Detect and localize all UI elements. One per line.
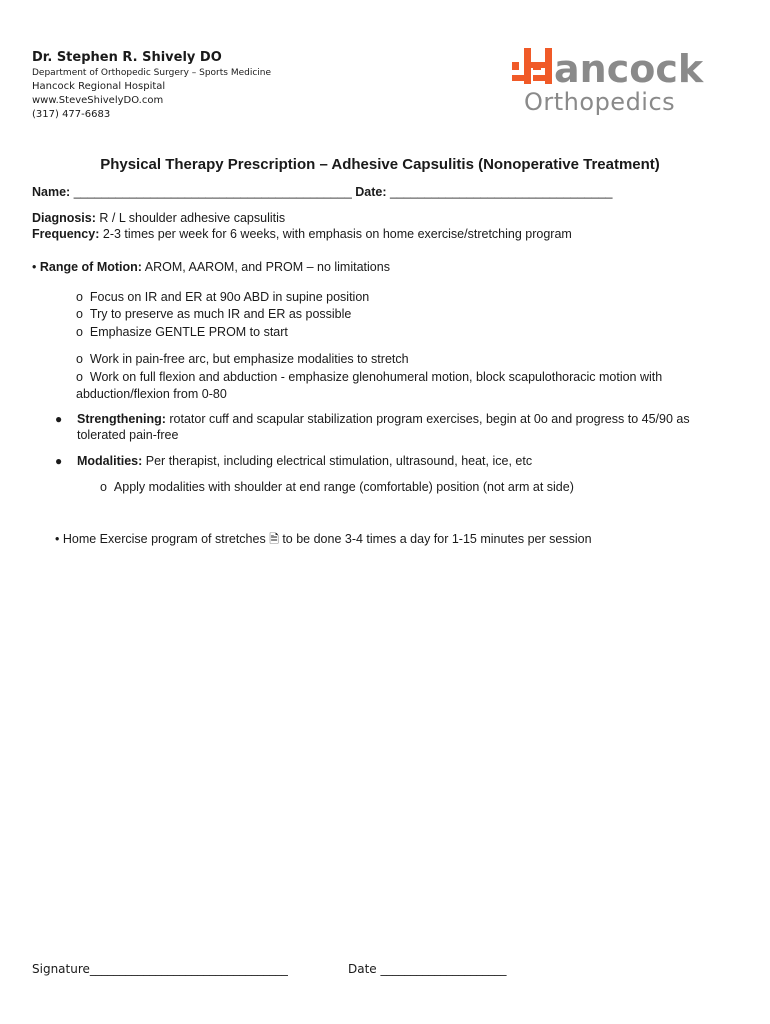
rom-sub-text: Work in pain-free arc, but emphasize modalities to stretch xyxy=(89,352,409,366)
diagnosis-label: Diagnosis: xyxy=(32,211,96,225)
date-label: Date: xyxy=(355,185,387,199)
strengthening-label: Strengthening: xyxy=(77,412,166,426)
signature-line[interactable]: Signature_________________________________ xyxy=(32,962,288,976)
website: www.SteveShivelyDO.com xyxy=(32,95,164,106)
rom-sub-item xyxy=(76,290,369,304)
home-exercise-text-after: to be done 3-4 times a day for 1-15 minutes per session xyxy=(278,532,592,546)
sub-marker: o xyxy=(76,370,83,384)
frequency-label: Frequency: xyxy=(32,227,100,241)
rom-line xyxy=(32,260,390,274)
logo-wordmark-bottom: Orthopedics xyxy=(524,88,676,116)
home-exercise-line xyxy=(55,530,592,551)
rom-sub-text: Work on full flexion and abduction - emphasize glenohumeral motion, block scapulothoracic motion with xyxy=(89,370,663,384)
sub-marker: o xyxy=(76,307,83,321)
sub-marker: o xyxy=(100,480,107,494)
modalities-line xyxy=(77,454,532,468)
strengthening-line xyxy=(77,412,690,426)
sub-marker: o xyxy=(76,290,83,304)
footer-date-line[interactable]: Date _____________________ xyxy=(348,962,507,976)
hancock-orthopedics-logo xyxy=(512,48,744,116)
rom-sub-item xyxy=(76,352,409,366)
diagnosis-line xyxy=(32,211,285,225)
rom-label: Range of Motion: xyxy=(39,260,142,274)
name-row xyxy=(32,185,612,199)
rom-sub-item xyxy=(76,307,351,321)
page-title: Physical Therapy Prescription – Adhesive Capsulitis (Nonoperative Treatment) xyxy=(100,156,660,173)
phone-number: (317) 477-6683 xyxy=(32,109,111,120)
modalities-value: Per therapist, including electrical stimulation, ultrasound, heat, ice, etc xyxy=(142,454,533,468)
modalities-sub-item xyxy=(100,480,574,494)
bullet-dot-icon: ● xyxy=(55,454,63,468)
date-line[interactable]: ________________________________ xyxy=(390,185,613,199)
sub-marker: o xyxy=(76,325,83,339)
modalities-label: Modalities: xyxy=(77,454,143,468)
frequency-value: 2-3 times per week for 6 weeks, with emphasis on home exercise/stretching program xyxy=(99,227,572,241)
document-link-icon: 🗎 xyxy=(269,532,279,546)
frequency-line xyxy=(32,227,572,241)
logo-wordmark-top: ancock xyxy=(554,48,704,91)
rom-sub-text: Emphasize GENTLE PROM to start xyxy=(89,325,288,339)
orange-cross-h-icon xyxy=(512,48,552,84)
hospital-name: Hancock Regional Hospital xyxy=(32,81,166,92)
department: Department of Orthopedic Surgery – Sports Medicine xyxy=(32,68,272,78)
home-exercise-bullet: • xyxy=(55,532,60,546)
doctor-name: Dr. Stephen R. Shively DO xyxy=(32,50,222,65)
rom-sub-text: Try to preserve as much IR and ER as possible xyxy=(89,307,352,321)
rom-sub-item xyxy=(76,325,288,339)
strengthening-value-continued: tolerated pain-free xyxy=(77,428,179,442)
rom-sub-item xyxy=(76,370,662,384)
bullet-dot-icon: ● xyxy=(55,412,63,426)
rom-sub-text-continued: abduction/flexion from 0-80 xyxy=(76,387,227,401)
diagnosis-value: R / L shoulder adhesive capsulitis xyxy=(95,211,286,225)
rom-bullet: • xyxy=(32,260,37,274)
modalities-sub-text: Apply modalities with shoulder at end range (comfortable) position (not arm at side) xyxy=(113,480,574,494)
name-line[interactable]: ________________________________________ xyxy=(73,185,352,199)
sub-marker: o xyxy=(76,352,83,366)
strengthening-value: rotator cuff and scapular stabilization program exercises, begin at 0o and progress to 45/90 as xyxy=(165,412,690,426)
rom-value: AROM, AAROM, and PROM – no limitations xyxy=(141,260,390,274)
home-exercise-text: Home Exercise program of stretches xyxy=(59,532,270,546)
rom-sub-text: Focus on IR and ER at 90o ABD in supine position xyxy=(89,290,370,304)
name-label: Name: xyxy=(32,185,71,199)
